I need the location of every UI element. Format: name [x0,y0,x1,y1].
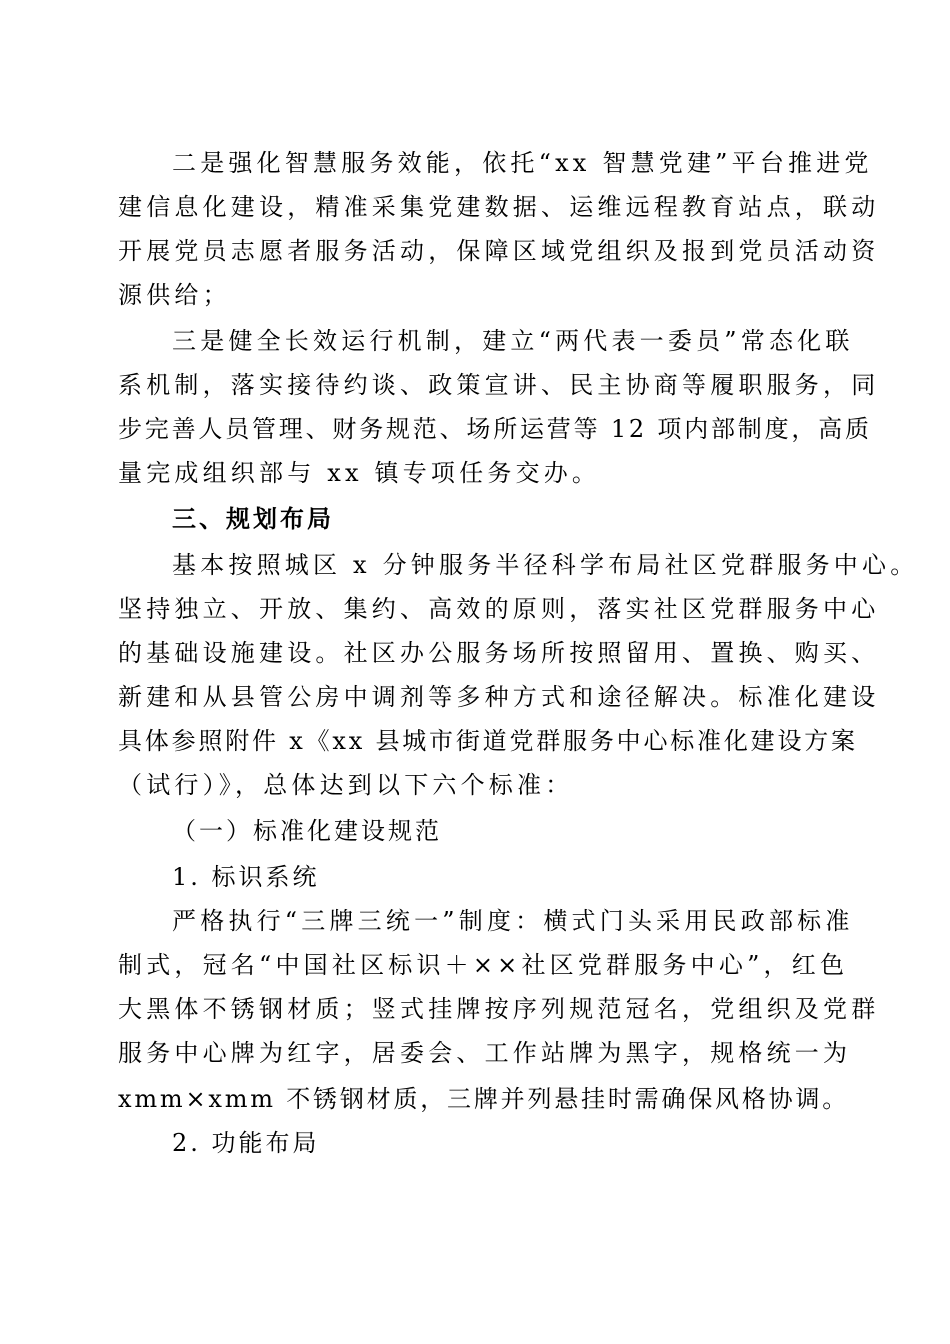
text-line: 坚持独立、开放、集约、高效的原则，落实社区党群服务中心 [118,595,880,623]
subsection-heading: （一）标准化建设规范 [172,817,442,845]
text-line: 三是健全长效运行机制，建立“两代表一委员”常态化联 [172,327,854,355]
text-line: 步完善人员管理、财务规范、场所运营等 12 项内部制度，高质 [118,415,872,443]
text-line: 大黑体不锈钢材质；竖式挂牌按序列规范冠名，党组织及党群 [118,995,880,1023]
text-line: 二是强化智慧服务效能，依托“xx 智慧党建”平台推进党 [172,149,873,177]
text-line: 具体参照附件 x《xx 县城市街道党群服务中心标准化建设方案 [118,727,858,755]
text-line: 严格执行“三牌三统一”制度：横式门头采用民政部标准 [172,907,854,935]
text-line: 的基础设施建设。社区办公服务场所按照留用、置换、购买、 [118,639,880,667]
text-line: 制式，冠名“中国社区标识＋××社区党群服务中心”，红色 [118,951,849,979]
text-line: 基本按照城区 x 分钟服务半径科学布局社区党群服务中心。 [172,551,919,579]
text-line: 服务中心牌为红字，居委会、工作站牌为黑字，规格统一为 [118,1039,852,1067]
text-line: （试行）》，总体达到以下六个标准： [118,771,574,799]
text-line: xmm×xmm 不锈钢材质，三牌并列悬挂时需确保风格协调。 [118,1085,850,1113]
section-heading: 三、规划布局 [172,505,334,533]
text-line: 量完成组织部与 xx 镇专项任务交办。 [118,459,601,487]
item-heading-function-layout: 2. 功能布局 [172,1129,320,1157]
text-line: 源供给； [118,281,231,309]
text-line: 新建和从县管公房中调剂等多种方式和途径解决。标准化建设 [118,683,880,711]
text-line: 系机制，落实接待约谈、政策宣讲、民主协商等履职服务，同 [118,371,880,399]
item-heading-signage: 1. 标识系统 [172,863,320,891]
text-line: 开展党员志愿者服务活动，保障区域党组织及报到党员活动资 [118,237,880,265]
text-line: 建信息化建设，精准采集党建数据、运维远程教育站点，联动 [118,193,880,221]
